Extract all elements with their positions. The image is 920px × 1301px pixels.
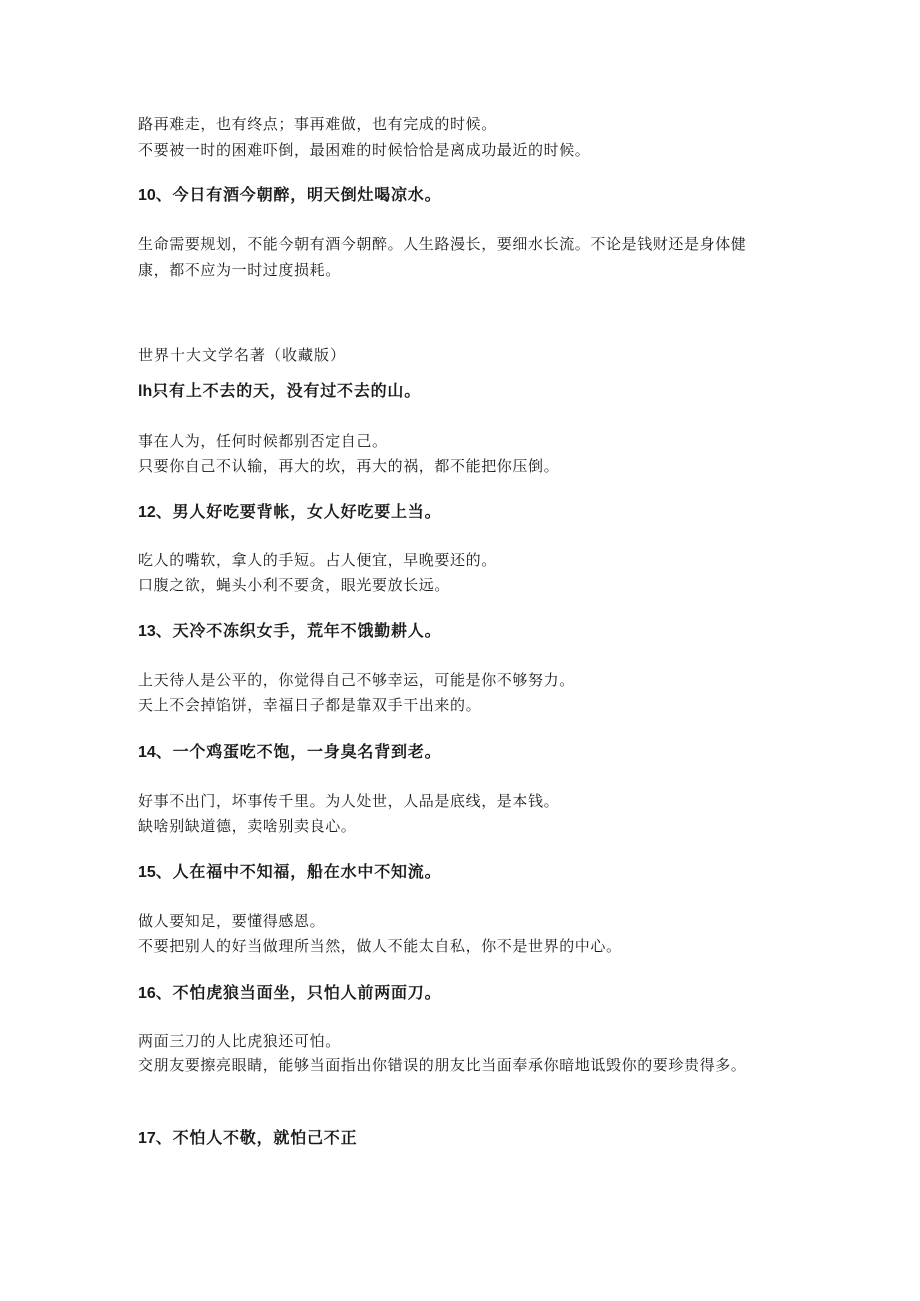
heading-15-number: 15 bbox=[138, 864, 156, 881]
section-title: 世界十大文学名著（收藏版） bbox=[138, 346, 347, 364]
heading-10-number: 10 bbox=[138, 187, 156, 204]
paragraph-10: 生命需要规划，不能今朝有酒今朝醉。人生路漫长，要细水长流。不论是钱财还是身体健康，都不应为一时过度损耗。 bbox=[138, 235, 747, 279]
heading-14-number: 14 bbox=[138, 744, 156, 761]
heading-11 bbox=[138, 380, 421, 403]
paragraph-11-line-1: 事在人为，任何时候都别否定自己。 bbox=[138, 432, 388, 450]
paragraph-12-line-1: 吃人的嘴软，拿人的手短。占人便宜，早晚要还的。 bbox=[138, 551, 497, 569]
heading-12-number: 12 bbox=[138, 504, 156, 521]
heading-13-text: 、天冷不冻织女手，荒年不饿勤耕人。 bbox=[155, 621, 442, 640]
heading-13 bbox=[138, 620, 441, 643]
heading-17-text: 、不怕人不敬，就怕己不正 bbox=[155, 1128, 358, 1147]
heading-10-text: 、今日有酒今朝醉，明天倒灶喝凉水。 bbox=[155, 185, 442, 204]
heading-17 bbox=[138, 1127, 357, 1150]
paragraph-14-line-1: 好事不出门，坏事传千里。为人处世，人品是底线，是本钱。 bbox=[138, 792, 560, 810]
paragraph-14-line-2: 缺啥别缺道德，卖啥别卖良心。 bbox=[138, 817, 357, 835]
paragraph-16-line-2: 交朋友要擦亮眼睛，能够当面指出你错误的朋友比当面奉承你暗地诋毁你的要珍贵得多。 bbox=[138, 1056, 747, 1074]
heading-16 bbox=[138, 982, 441, 1005]
heading-12 bbox=[138, 501, 441, 524]
intro-line-1: 路再难走，也有终点；事再难做，也有完成的时候。 bbox=[138, 115, 497, 133]
intro-line-2: 不要被一时的困难吓倒，最困难的时候恰恰是离成功最近的时候。 bbox=[138, 141, 591, 159]
heading-15 bbox=[138, 861, 441, 884]
heading-16-text: 、不怕虎狼当面坐，只怕人前两面刀。 bbox=[155, 983, 442, 1002]
heading-14 bbox=[138, 741, 441, 764]
paragraph-13-line-1: 上天待人是公平的，你觉得自己不够幸运，可能是你不够努力。 bbox=[138, 671, 575, 689]
heading-15-text: 、人在福中不知福，船在水中不知流。 bbox=[155, 862, 442, 881]
heading-13-number: 13 bbox=[138, 623, 156, 640]
paragraph-13-line-2: 天上不会掉馅饼，幸福日子都是靠双手干出来的。 bbox=[138, 696, 482, 714]
heading-16-number: 16 bbox=[138, 985, 156, 1002]
paragraph-16-line-1: 两面三刀的人比虎狼还可怕。 bbox=[138, 1032, 341, 1050]
paragraph-15-line-2: 不要把别人的好当做理所当然，做人不能太自私，你不是世界的中心。 bbox=[138, 937, 622, 955]
heading-17-number: 17 bbox=[138, 1130, 156, 1147]
paragraph-12-line-2: 口腹之欲，蝇头小利不要贪，眼光要放长远。 bbox=[138, 576, 451, 594]
heading-12-text: 、男人好吃要背帐，女人好吃要上当。 bbox=[155, 502, 442, 521]
heading-11-number: lh bbox=[138, 383, 153, 400]
heading-11-text: 只有上不去的天，没有过不去的山。 bbox=[152, 381, 422, 400]
heading-14-text: 、一个鸡蛋吃不饱，一身臭名背到老。 bbox=[155, 742, 442, 761]
paragraph-15-line-1: 做人要知足，要懂得感恩。 bbox=[138, 912, 326, 930]
heading-10 bbox=[138, 184, 441, 207]
paragraph-11-line-2: 只要你自己不认输，再大的坎，再大的祸，都不能把你压倒。 bbox=[138, 457, 560, 475]
